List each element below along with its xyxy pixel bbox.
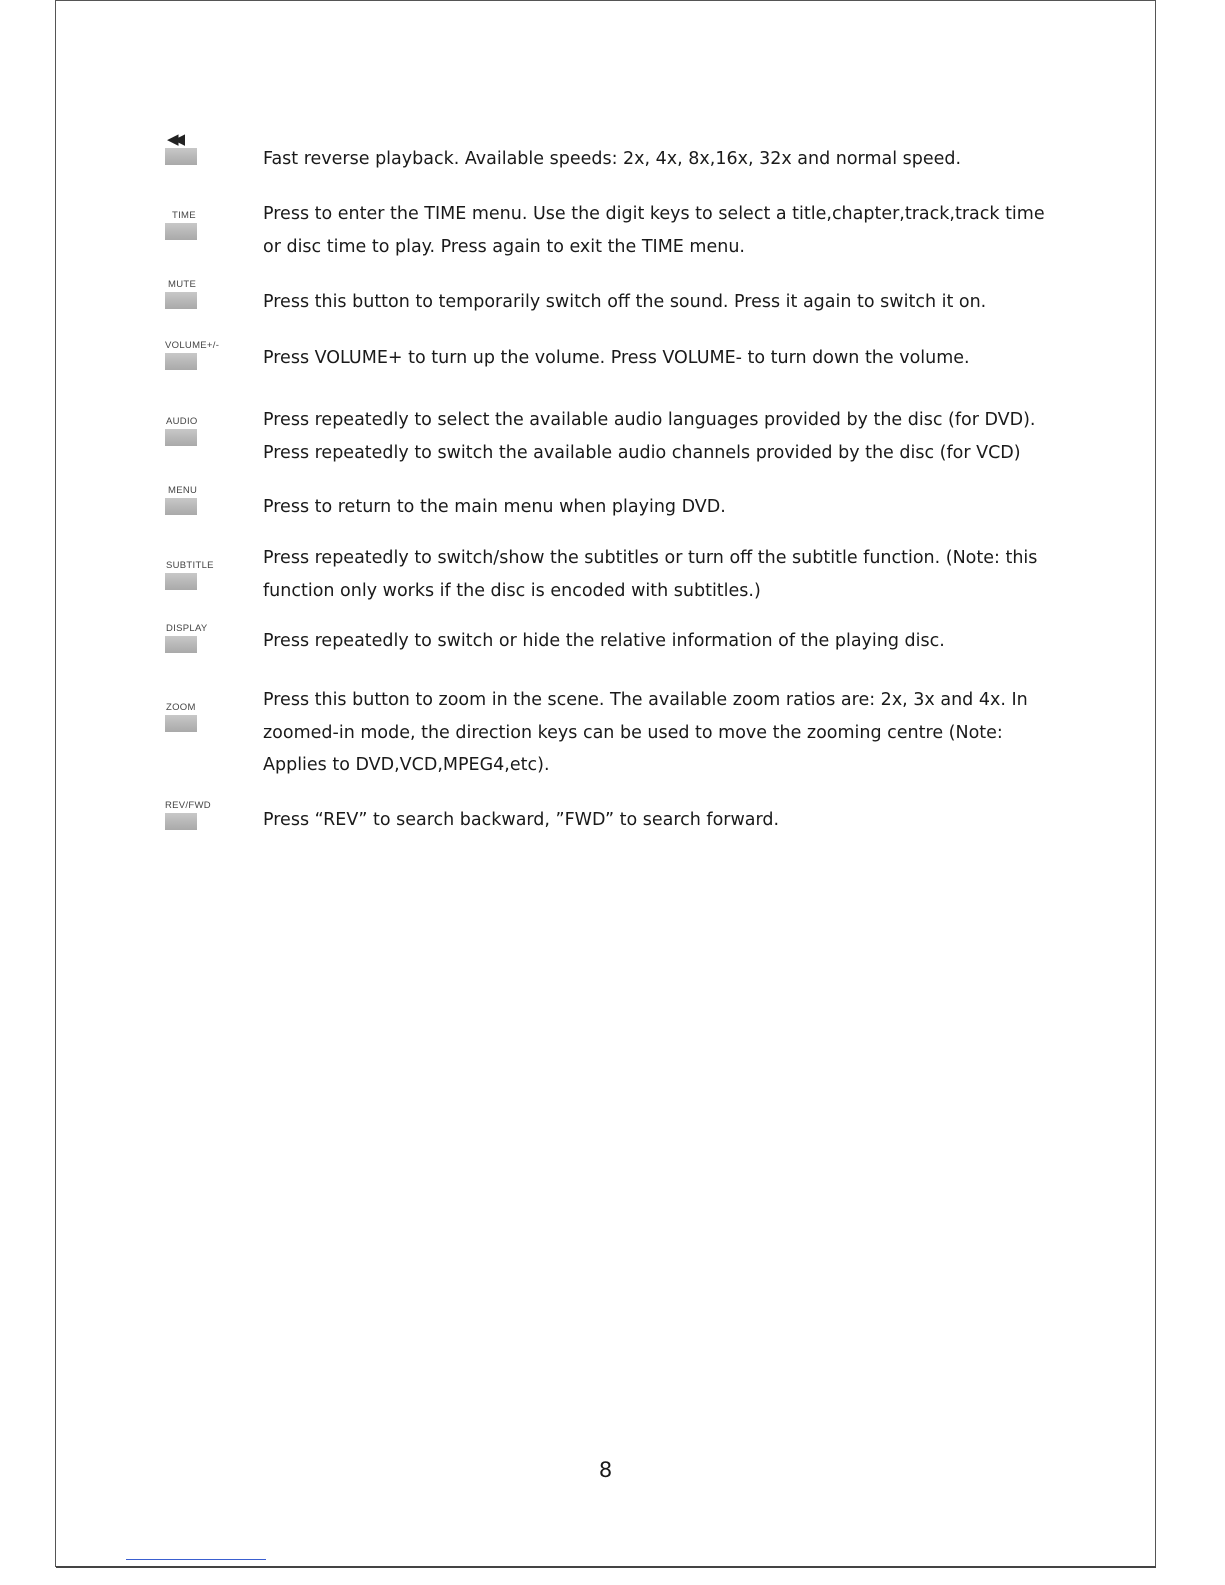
description-line: Press to return to the main menu when playing DVD. <box>263 497 726 517</box>
fast-reverse-button <box>165 148 197 165</box>
volume-button <box>165 353 197 370</box>
footer-link-underline <box>126 1559 266 1560</box>
time-key <box>165 210 245 240</box>
menu-key <box>165 485 245 515</box>
rev-fwd-button <box>165 813 197 830</box>
fast-reverse-icon: ◀◀ <box>167 130 181 148</box>
mute-description <box>263 286 1093 319</box>
description-line: Press this button to temporarily switch off the sound. Press it again to switch it on. <box>263 292 987 312</box>
mute-button <box>165 292 197 309</box>
menu-key-label: MENU <box>168 485 198 496</box>
display-description <box>263 625 1093 658</box>
description-line: zoomed-in mode, the direction keys can be used to move the zooming centre (Note: <box>263 722 1003 743</box>
mute-key-label: MUTE <box>168 279 197 290</box>
description-line: Press repeatedly to switch the available audio channels provided by the disc (for VCD) <box>263 442 1021 463</box>
subtitle-button <box>165 573 197 590</box>
menu-button <box>165 498 197 515</box>
audio-description <box>263 404 1093 469</box>
description-line: Press repeatedly to select the available audio languages provided by the disc (for DVD). <box>263 410 1036 430</box>
zoom-key-label: ZOOM <box>166 702 196 713</box>
description-line: Press “REV” to search backward, ”FWD” to search forward. <box>263 810 780 830</box>
display-button <box>165 636 197 653</box>
page-number: 8 <box>598 1458 613 1482</box>
volume-key-label: VOLUME+/- <box>165 340 220 351</box>
description-line: or disc time to play. Press again to exit the TIME menu. <box>263 236 745 257</box>
zoom-description <box>263 684 1093 782</box>
zoom-button <box>165 715 197 732</box>
time-button <box>165 223 197 240</box>
description-line: Applies to DVD,VCD,MPEG4,etc). <box>263 755 550 775</box>
description-line: Press this button to zoom in the scene. The available zoom ratios are: 2x, 3x and 4x. In <box>263 690 1028 710</box>
display-key <box>165 623 245 653</box>
description-line: function only works if the disc is encoded with subtitles.) <box>263 580 761 601</box>
time-description <box>263 198 1093 263</box>
subtitle-description <box>263 542 1093 607</box>
volume-key <box>165 340 245 370</box>
audio-key <box>165 416 245 446</box>
rev-fwd-description <box>263 804 1093 837</box>
subtitle-key-label: SUBTITLE <box>166 560 214 571</box>
volume-description <box>263 342 1093 375</box>
audio-key-label: AUDIO <box>166 416 198 427</box>
page-bottom-rule <box>56 1566 1156 1568</box>
description-line: Press to enter the TIME menu. Use the digit keys to select a title,chapter,track,track time <box>263 204 1045 224</box>
audio-button <box>165 429 197 446</box>
mute-key <box>165 279 245 309</box>
zoom-key <box>165 702 245 732</box>
display-key-label: DISPLAY <box>166 623 208 634</box>
description-line: Fast reverse playback. Available speeds: 2x, 4x, 8x,16x, 32x and normal speed. <box>263 149 962 169</box>
fast-reverse-key <box>165 130 245 165</box>
time-key-label: TIME <box>172 210 196 221</box>
rev-fwd-key-label: REV/FWD <box>165 800 211 811</box>
menu-description <box>263 491 1093 524</box>
description-line: Press repeatedly to switch/show the subtitles or turn off the subtitle function. (Note: this <box>263 548 1038 568</box>
fast-reverse-description <box>263 143 1093 176</box>
subtitle-key <box>165 560 245 590</box>
description-line: Press repeatedly to switch or hide the relative information of the playing disc. <box>263 631 945 651</box>
rev-fwd-key <box>165 800 245 830</box>
description-line: Press VOLUME+ to turn up the volume. Press VOLUME- to turn down the volume. <box>263 348 970 368</box>
